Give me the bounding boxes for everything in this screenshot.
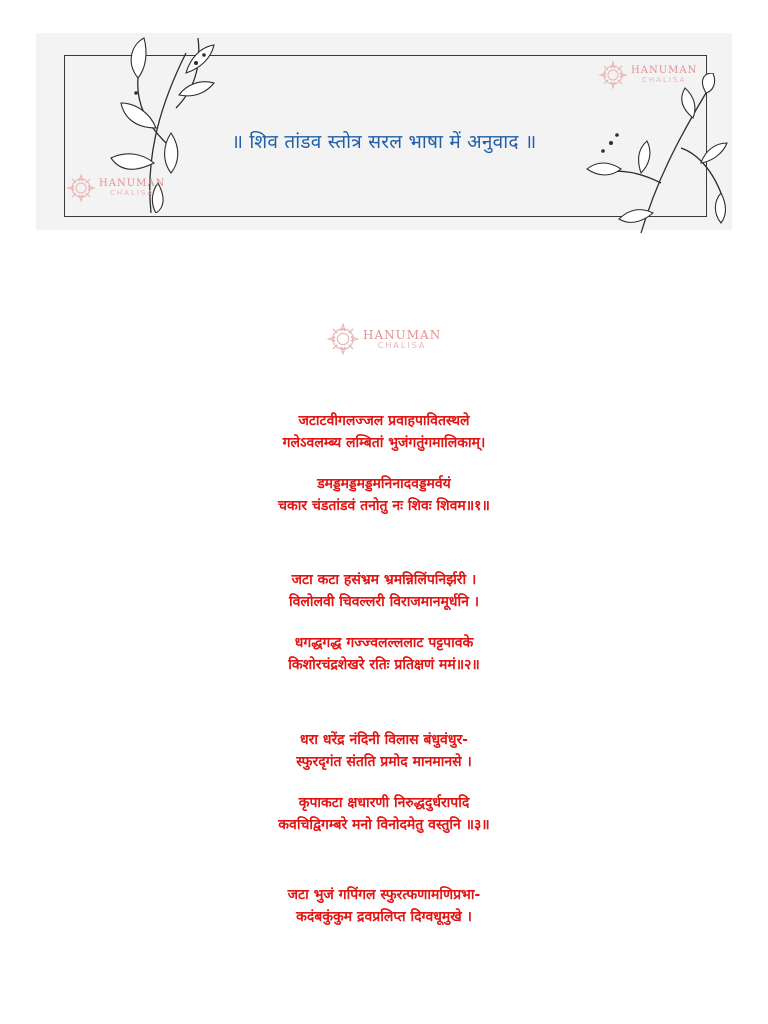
verse-line: गलेऽवलम्ब्य लम्बितां भुजंगतुंगमालिकाम्। <box>282 435 486 451</box>
verse-line: जटा कटा हसंभ्रम भ्रमन्निलिंपनिर्झरी । <box>291 572 477 588</box>
verse-block <box>0 632 768 676</box>
mandala-icon <box>66 173 96 203</box>
verse-line: स्फुरदृगंत संतति प्रमोद मानमानसे । <box>296 754 472 770</box>
mandala-icon <box>326 322 360 356</box>
verse-line: धगद्धगद्ध गज्ज्वलल्ललाट पट्टपावके <box>294 635 474 651</box>
watermark-sub: CHALISA <box>377 340 427 350</box>
verse-line: चकार चंडतांडवं तनोतु नः शिवः शिवम॥१॥ <box>278 498 490 514</box>
watermark-logo <box>326 322 441 356</box>
verse-line: किशोरचंद्रशेखरे रतिः प्रतिक्षणं ममं॥२॥ <box>288 657 480 673</box>
verse-block <box>0 473 768 517</box>
verse-block <box>0 410 768 454</box>
verse-line: कवचिद्विगम्बरे मनो विनोदमेतु वस्तुनि ॥३॥ <box>278 817 490 833</box>
verse-line: जटाटवीगलज्जल प्रवाहपावितस्थले <box>298 413 470 429</box>
watermark-name: HANUMAN <box>631 65 698 76</box>
watermark-logo <box>598 60 697 90</box>
verse-line: जटा भुजं गपिंगल स्फुरत्फणामणिप्रभा- <box>287 887 481 903</box>
verse-block <box>0 884 768 928</box>
mandala-icon <box>598 60 628 90</box>
verse-line: कृपाकटा क्षधारणी निरुद्धदुर्धरापदि <box>298 795 470 811</box>
watermark-name: HANUMAN <box>363 327 442 342</box>
verse-line: डमड्डमड्डमड्डमनिनादवड्डमर्वयं <box>317 476 451 492</box>
verse-line: धरा धरेंद्र नंदिनी विलास बंधुवंधुर- <box>300 732 468 748</box>
verse-block <box>0 569 768 613</box>
verse-line: कदंबकुंकुम द्रवप्रलिप्त दिग्वधूमुखे । <box>296 909 472 925</box>
verse-list <box>0 410 768 928</box>
watermark-sub: CHALISA <box>110 189 155 197</box>
verse-line: विलोलवी चिवल्लरी विराजमानमूर्धनि । <box>288 594 480 610</box>
header-banner <box>36 33 732 230</box>
watermark-name: HANUMAN <box>99 178 166 189</box>
verse-block <box>0 792 768 836</box>
watermark-sub: CHALISA <box>642 76 687 84</box>
page-title: ॥ शिव तांडव स्तोत्र सरल भाषा में अनुवाद ॥ <box>231 131 537 153</box>
watermark-logo <box>66 173 165 203</box>
verse-block <box>0 729 768 773</box>
